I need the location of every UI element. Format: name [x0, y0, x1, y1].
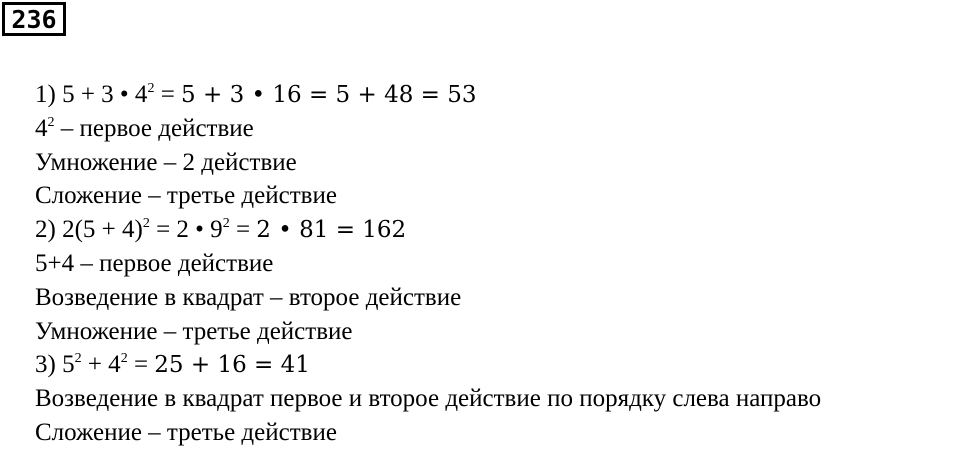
- solution-text: [35, 78, 821, 450]
- expr1-prefix: 1) 5 + 3 • 4: [35, 81, 148, 108]
- expr3-exponent-b: 2: [120, 351, 128, 367]
- solution-line-7: Возведение в квадрат – второе действие: [35, 283, 462, 311]
- expr3-equals: =: [127, 351, 155, 379]
- solution-line-6: 5+4 – первое действие: [35, 249, 274, 277]
- expr2-part-b: = 2 • 9: [149, 216, 223, 244]
- solution-line-4: Сложение – третье действие: [35, 182, 337, 210]
- line2-text: – первое действие: [54, 114, 254, 142]
- solution-line-11: Сложение – третье действие: [35, 418, 337, 446]
- expr2-exponent-a: 2: [142, 216, 150, 232]
- line2-base: 4: [35, 114, 48, 142]
- solution-line-1: [35, 78, 821, 112]
- expr3-part-b: + 4: [81, 351, 121, 379]
- solution-line-10: Возведение в квадрат первое и второе действие по порядку слева направо: [35, 385, 822, 413]
- expr2-calculation: 2 • 81 = 162: [256, 217, 407, 244]
- line2-exponent: 2: [47, 114, 55, 130]
- expr3-part-a: 3) 5: [35, 351, 75, 379]
- task-number: 236: [11, 4, 57, 34]
- expr2-equals: =: [229, 216, 257, 244]
- solution-line-2: [35, 112, 821, 146]
- solution-line-5: [35, 213, 821, 247]
- solution-line-8: Умножение – третье действие: [35, 317, 353, 345]
- expr1-calculation: 5 + 3 • 16 = 5 + 48 = 53: [181, 82, 477, 108]
- expr1-exponent: 2: [147, 81, 155, 96]
- solution-line-9: [35, 348, 821, 382]
- solution-line-3: Умножение – 2 действие: [35, 148, 297, 176]
- task-number-badge: [2, 2, 66, 36]
- expr2-exponent-b: 2: [222, 216, 230, 232]
- expr3-exponent-a: 2: [74, 351, 82, 367]
- expr3-calculation: 25 + 16 = 41: [154, 352, 310, 379]
- expr2-part-a: 2) 2(5 + 4): [35, 216, 143, 244]
- expr1-equals: =: [154, 81, 182, 108]
